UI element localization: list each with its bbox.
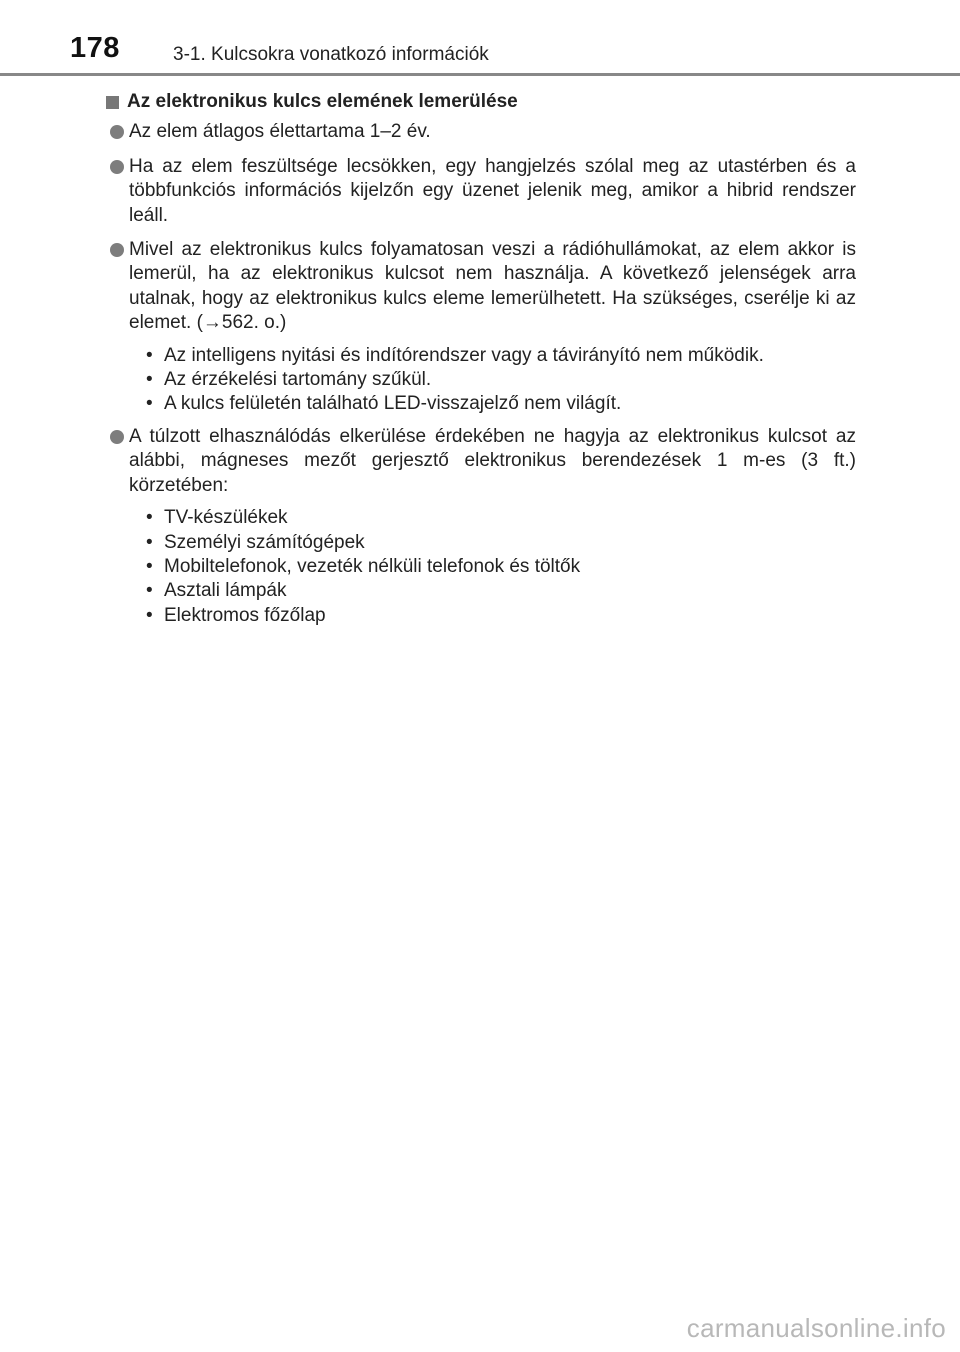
list-item: • Az intelligens nyitási és indítórendszer vagy a távirányító nem működik. [146, 344, 856, 368]
symptom-list [106, 344, 856, 417]
section-heading-text: Az elektronikus kulcs elemének lemerülése [127, 91, 518, 112]
circle-bullet-icon [110, 125, 124, 139]
watermark: carmanualsonline.info [686, 1313, 946, 1343]
bullet-item-magnetic-fields [106, 425, 856, 498]
page-number: 178 [70, 32, 120, 64]
circle-bullet-icon [110, 243, 124, 257]
bullet-text: Ha az elem feszültsége lecsökken, egy hangjelzés szólal meg az utastérben és a többfunkciós információs kijelzőn egy üzenet jelenik meg, amikor a hibrid rendszer leáll. [129, 155, 856, 226]
list-item: • Asztali lámpák [146, 579, 856, 603]
main-content [106, 90, 856, 636]
bullet-item-battery-life [106, 120, 856, 144]
bullet-item-low-voltage [106, 155, 856, 228]
square-bullet-icon [106, 96, 119, 109]
page-header [0, 0, 960, 78]
bullet-text: Mivel az elektronikus kulcs folyamatosan veszi a rádióhullámokat, az elem akkor is lemerül, ha az elektronikus kulcsot nem használja. A következő jelenségek arra utalnak, hogy az elektronikus kulcs eleme lemerülhetett. Ha szükséges, cserélje ki az elemet. (→562. o.) [129, 239, 856, 334]
list-item: • Mobiltelefonok, vezeték nélküli telefonok és töltők [146, 555, 856, 579]
list-item: • TV-készülékek [146, 506, 856, 530]
circle-bullet-icon [110, 160, 124, 174]
device-list [106, 506, 856, 628]
list-item: • Az érzékelési tartomány szűkül. [146, 368, 856, 392]
list-item: • A kulcs felületén található LED-visszajelző nem világít. [146, 392, 856, 416]
list-item: • Elektromos főzőlap [146, 604, 856, 628]
bullet-text: A túlzott elhasználódás elkerülése érdekében ne hagyja az elektronikus kulcsot az alábbi, mágneses mezőt gerjesztő elektronikus berendezések 1 m-es (3 ft.) körzetében: [129, 425, 856, 496]
list-item: • Személyi számítógépek [146, 531, 856, 555]
bullet-text: Az elem átlagos élettartama 1–2 év. [129, 121, 431, 143]
bullet-item-radio-waves [106, 238, 856, 336]
chapter-title: 3-1. Kulcsokra vonatkozó információk [173, 44, 489, 65]
circle-bullet-icon [110, 430, 124, 444]
section-heading [106, 90, 856, 114]
header-divider [0, 73, 960, 76]
